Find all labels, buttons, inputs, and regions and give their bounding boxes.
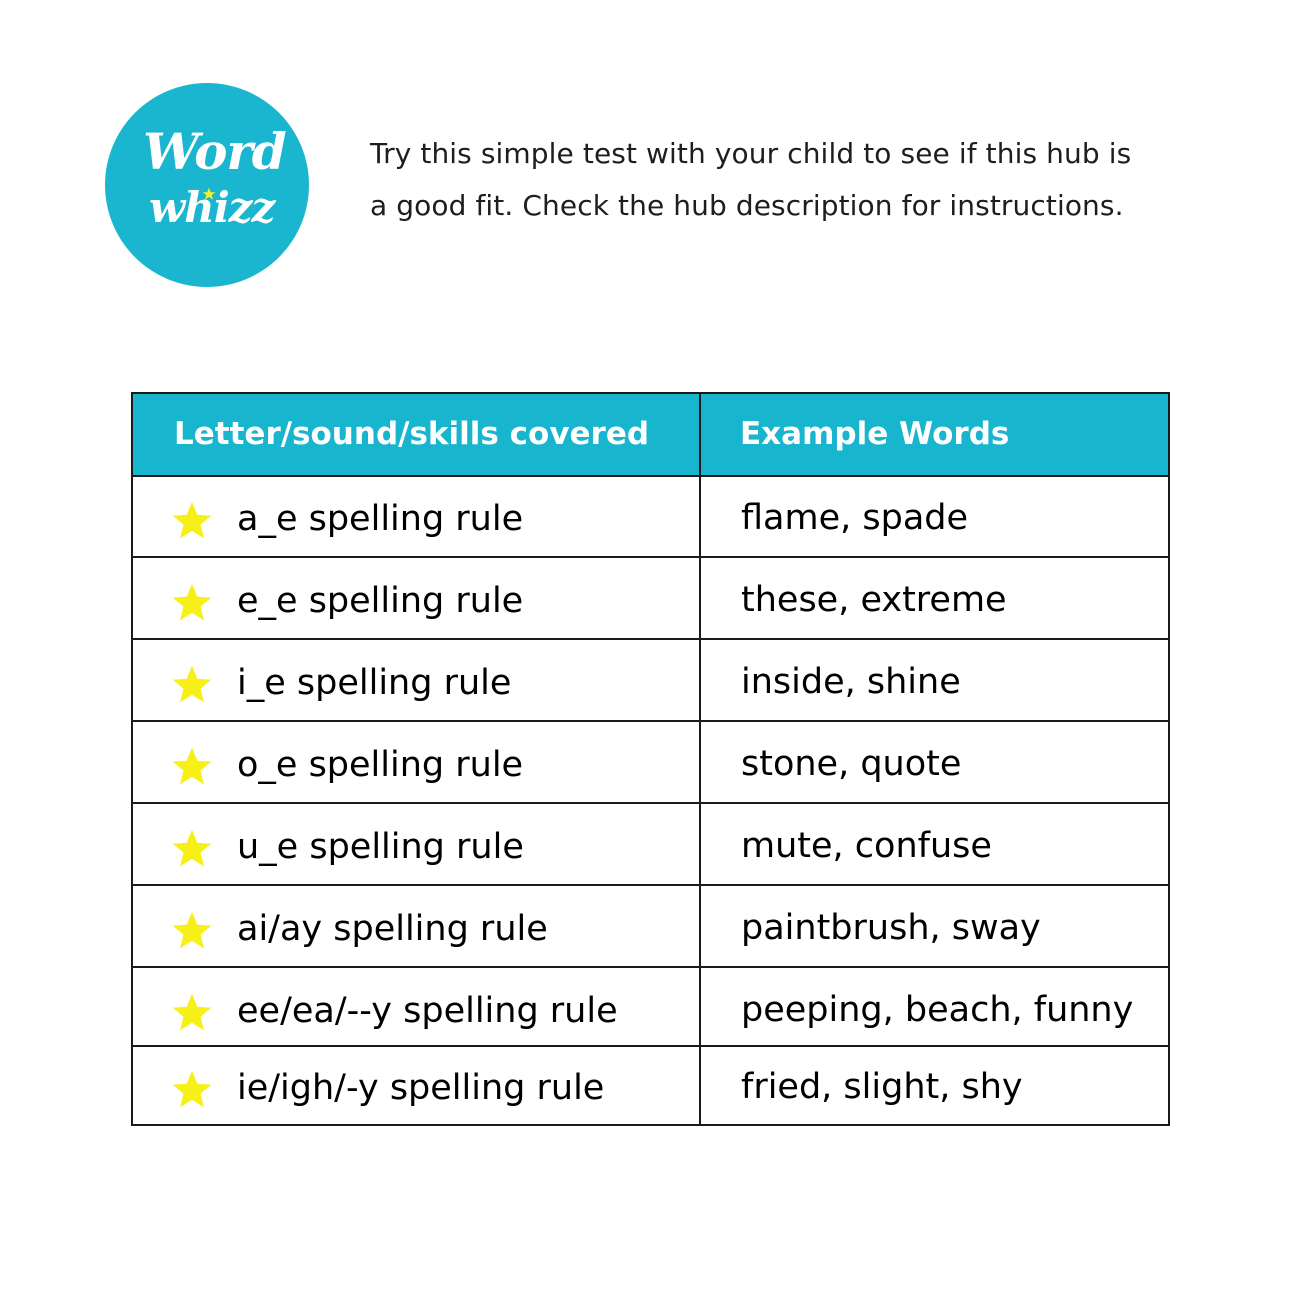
logo-text-whizz: whizz bbox=[149, 183, 275, 232]
skill-cell: ie/igh/-y spelling rule bbox=[237, 1068, 605, 1108]
spelling-rules-table bbox=[131, 392, 1170, 1126]
header-example-words: Example Words bbox=[740, 416, 1010, 452]
star-icon bbox=[169, 581, 215, 625]
example-words-cell: these, extreme bbox=[741, 580, 1007, 620]
example-words-cell: stone, quote bbox=[741, 744, 962, 784]
table-row bbox=[133, 722, 1168, 802]
table-row bbox=[133, 640, 1168, 720]
star-icon bbox=[169, 499, 215, 543]
skill-cell: ai/ay spelling rule bbox=[237, 909, 548, 949]
table-row bbox=[133, 476, 1168, 556]
skill-cell: a_e spelling rule bbox=[237, 499, 524, 539]
star-icon bbox=[169, 991, 215, 1035]
skill-cell: i_e spelling rule bbox=[237, 663, 512, 703]
star-icon bbox=[169, 827, 215, 871]
intro-line-2: a good fit. Check the hub description for instructions. bbox=[370, 189, 1124, 222]
skill-cell: ee/ea/--y spelling rule bbox=[237, 991, 618, 1031]
example-words-cell: flame, spade bbox=[741, 498, 969, 538]
table-row bbox=[133, 804, 1168, 884]
column-divider bbox=[699, 394, 701, 1124]
table-row bbox=[133, 968, 1168, 1048]
example-words-cell: peeping, beach, funny bbox=[741, 990, 1134, 1030]
star-icon bbox=[169, 745, 215, 789]
header-skills: Letter/sound/skills covered bbox=[174, 416, 650, 452]
intro-text bbox=[370, 128, 1200, 232]
star-icon bbox=[169, 909, 215, 953]
logo-text-word: Word bbox=[143, 122, 286, 181]
table-row bbox=[133, 1045, 1168, 1125]
table-row bbox=[133, 886, 1168, 966]
example-words-cell: mute, confuse bbox=[741, 826, 992, 866]
table-row bbox=[133, 558, 1168, 638]
skill-cell: u_e spelling rule bbox=[237, 827, 524, 867]
example-words-cell: inside, shine bbox=[741, 662, 961, 702]
skill-cell: e_e spelling rule bbox=[237, 581, 524, 621]
example-words-cell: paintbrush, sway bbox=[741, 908, 1041, 948]
table-header-row bbox=[133, 394, 1168, 477]
example-words-cell: fried, slight, shy bbox=[741, 1067, 1023, 1107]
skill-cell: o_e spelling rule bbox=[237, 745, 524, 785]
star-icon bbox=[169, 1068, 215, 1112]
star-icon bbox=[169, 663, 215, 707]
word-whizz-logo bbox=[105, 83, 309, 287]
intro-line-1: Try this simple test with your child to see if this hub is bbox=[370, 137, 1132, 170]
